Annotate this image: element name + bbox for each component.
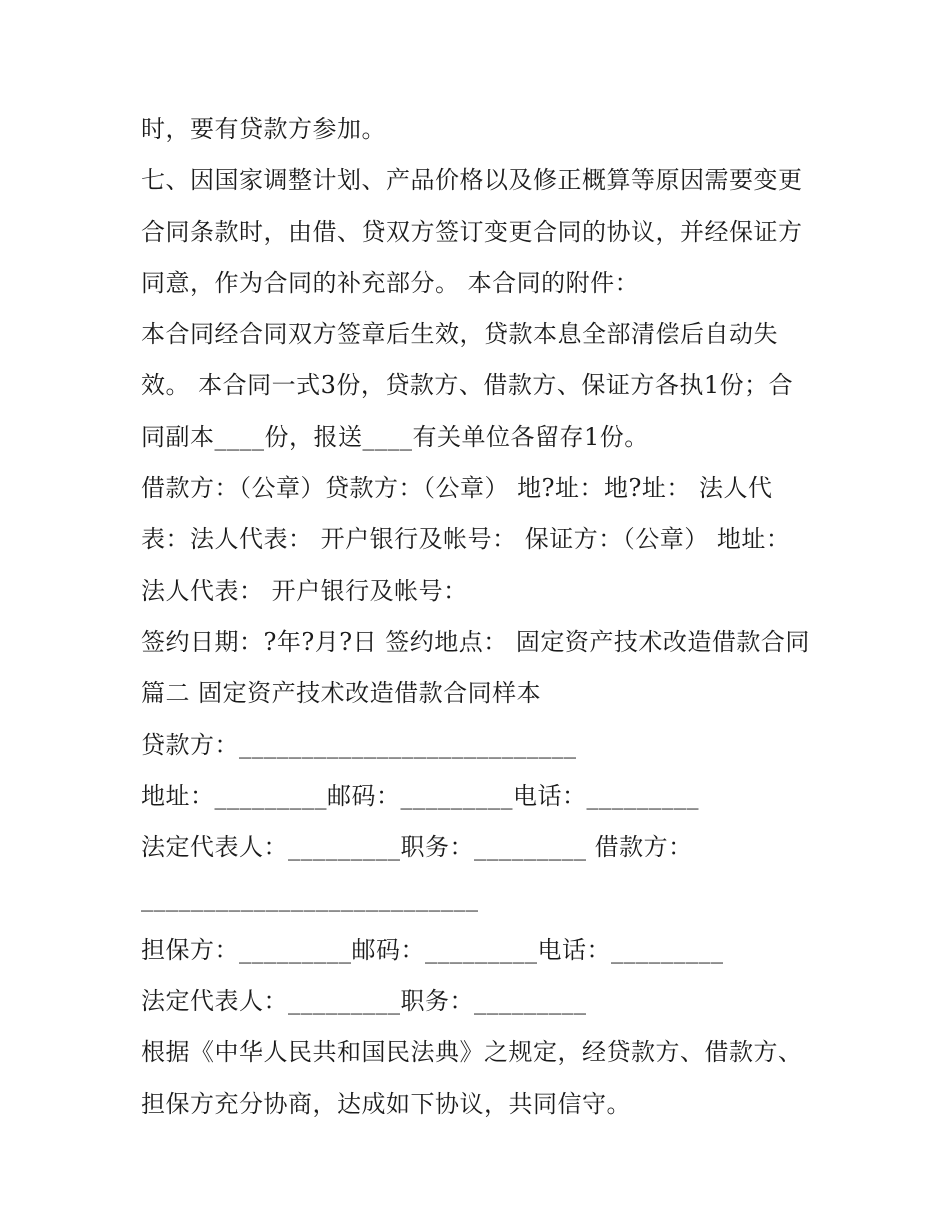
text-line: 七、因国家调整计划、产品价格以及修正概算等原因需要变更	[141, 166, 803, 195]
representative-field: 法定代表人：_________职务：_________ 借款方：	[141, 833, 693, 862]
text-line: 本合同经合同双方签章后生效，贷款本息全部清偿后自动失	[141, 320, 778, 349]
lender-field: 贷款方：___________________________	[141, 730, 577, 759]
borrower-field: ___________________________	[141, 884, 479, 913]
text-line: 根据《中华人民共和国民法典》之规定，经贷款方、借款方、	[141, 1038, 803, 1067]
representative-field: 法定代表人：_________职务：_________	[141, 987, 587, 1016]
text-line: 效。 本合同一式3份，贷款方、借款方、保证方各执1份；合	[141, 371, 794, 400]
text-line: 时，要有贷款方参加。	[141, 115, 386, 143]
text-line: 借款方：（公章）贷款方：（公章） 地?址：地?址： 法人代	[141, 474, 773, 503]
text-line: 合同条款时，由借、贷双方签订变更合同的协议，并经保证方	[141, 217, 803, 246]
text-line: 同意，作为合同的补充部分。 本合同的附件：	[141, 268, 640, 297]
text-line: 法人代表： 开户银行及帐号：	[141, 576, 468, 605]
document-body	[141, 104, 821, 1130]
lender-address-field: 地址：_________邮码：_________电话：_________	[141, 781, 699, 810]
text-line: 签约日期：?年?月?日 签约地点： 固定资产技术改造借款合同	[141, 627, 810, 656]
text-line: 表：法人代表： 开户银行及帐号： 保证方：（公章） 地址：	[141, 525, 791, 554]
text-line: 担保方充分协商，达成如下协议，共同信守。	[141, 1089, 631, 1118]
guarantor-field: 担保方：_________邮码：_________电话：_________	[141, 935, 724, 964]
section-heading: 篇二 固定资产技术改造借款合同样本	[141, 679, 542, 708]
text-line: 同副本____份，报送____有关单位各留存1份。	[141, 422, 649, 451]
